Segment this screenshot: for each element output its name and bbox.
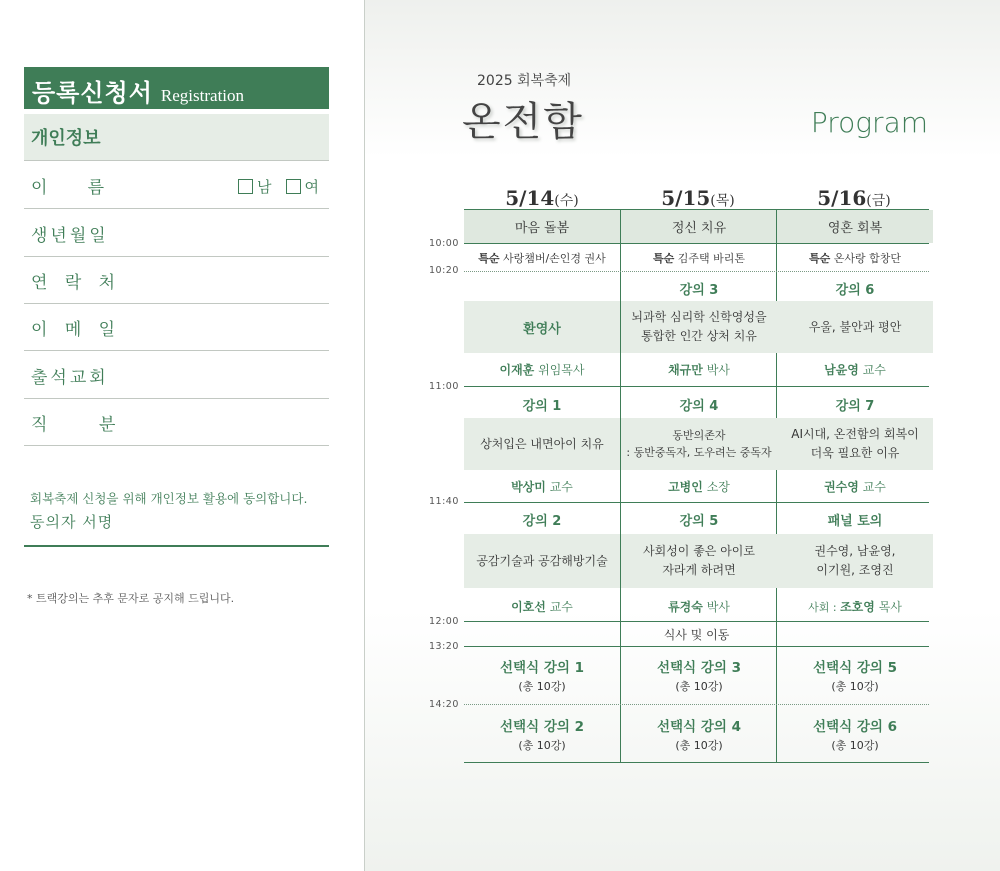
date-label: 5/14: [505, 186, 555, 210]
speaker-role: 박사: [706, 599, 730, 614]
date-day-3: [776, 186, 932, 210]
speaker-day-1: [464, 592, 620, 620]
theme-day-3: [777, 210, 933, 243]
lecture-title: 강의 2: [522, 513, 562, 529]
lecture-body: 뇌과학 심리학 신학영성을 통합한 인간 상처 치유: [631, 310, 767, 343]
lecture-title: 강의 1: [522, 398, 562, 414]
elective-sub: (총 10강): [831, 739, 879, 752]
lecture-3-body: [621, 301, 777, 353]
lecture-7-body: [777, 418, 933, 470]
speaker-role: 위임목사: [538, 362, 585, 377]
phone-field[interactable]: [24, 257, 329, 304]
speaker-name: 채규만: [668, 362, 703, 377]
meal-row: 식사 및 이동: [663, 628, 730, 642]
header-bottom-line: [464, 243, 929, 244]
special-day-2: [621, 245, 777, 271]
gender-male[interactable]: [238, 176, 272, 197]
elective-1: [464, 652, 620, 698]
speaker-name: 권수영: [824, 479, 859, 494]
gender-options: [230, 176, 319, 197]
speaker-name: 고병인: [668, 479, 703, 494]
lecture-title: 강의 6: [835, 282, 875, 298]
elective-title: 선택식 강의 3: [657, 660, 741, 676]
speaker-role: 교수: [862, 362, 886, 377]
table-bottom-line: [464, 762, 929, 763]
festival-year: 2025 회복축제: [477, 73, 572, 89]
speaker-role: 소장: [706, 479, 730, 494]
lecture-body: 사회성이 좋은 아이로 자라게 하려면: [643, 544, 755, 577]
lecture-7-title: [777, 391, 933, 417]
elective-sub: (총 10강): [831, 680, 879, 693]
speaker-day-3: [777, 592, 933, 620]
speaker-role: 교수: [549, 599, 573, 614]
time-label: 11:00: [429, 381, 459, 392]
divider: [464, 646, 929, 647]
speaker-name: 이호선: [511, 599, 546, 614]
lecture-body: 상처입은 내면아이 치유: [480, 436, 604, 451]
speaker-role: 목사: [878, 599, 902, 614]
special-tag: 특순: [808, 252, 831, 265]
divider-dotted: [464, 704, 929, 705]
welcome-title: 환영사: [523, 321, 561, 337]
registration-panel: [0, 0, 365, 871]
lecture-body: 우울, 불안과 평안: [808, 319, 902, 334]
divider: [464, 386, 929, 387]
divider-dotted: [464, 271, 929, 272]
program-label: Program: [810, 106, 928, 139]
registration-header: [24, 67, 329, 109]
theme-label: 영혼 회복: [827, 221, 883, 236]
lecture-body: AI시대, 온전함의 회복이 더욱 필요한 이유: [791, 427, 919, 460]
time-label: 13:20: [429, 641, 459, 652]
lecture-4-title: [621, 391, 777, 417]
registration-subtitle: Registration: [160, 86, 245, 105]
speaker-day-3: [777, 472, 933, 500]
time-label: 11:40: [429, 496, 459, 507]
lecture-4-body: [621, 418, 777, 470]
lecture-5-body: [621, 534, 777, 588]
field-label-position: 직 분: [31, 414, 122, 435]
speaker-day-3: [777, 355, 933, 383]
lecture-body: 공감기술과 공감해방기술: [476, 553, 608, 568]
speaker-day-1: [464, 355, 620, 383]
name-field[interactable]: [24, 162, 329, 209]
lecture-1-title: [464, 391, 620, 417]
weekday-label: (목): [710, 193, 735, 209]
personal-info-section: [24, 114, 329, 161]
theme-label: 정신 치유: [671, 221, 727, 236]
elective-title: 선택식 강의 5: [813, 660, 897, 676]
panel-title: [777, 506, 933, 532]
speaker-prefix: 사회 :: [808, 600, 841, 614]
date-label: 5/16: [817, 186, 867, 210]
date-label: 5/15: [661, 186, 711, 210]
special-tag: 특순: [652, 252, 675, 265]
field-label-church: 출석교회: [31, 367, 109, 388]
lecture-title: 강의 5: [679, 513, 719, 529]
gender-male-label: 남: [257, 178, 272, 196]
weekday-label: (수): [554, 193, 579, 209]
field-label-name: 이 름: [31, 177, 111, 198]
field-label-email: 이 메 일: [31, 319, 122, 340]
lecture-title: 강의 3: [679, 282, 719, 298]
consent-text: 회복축제 신청을 위해 개인정보 활용에 동의합니다.: [30, 491, 308, 506]
festival-name: 온전함: [462, 99, 584, 145]
elective-title: 선택식 강의 6: [813, 719, 897, 735]
speaker-day-2: [621, 592, 777, 620]
email-field[interactable]: [24, 304, 329, 351]
lecture-6-body: [777, 301, 933, 353]
elective-sub: (총 10강): [518, 739, 566, 752]
date-day-2: [620, 186, 776, 210]
lecture-2-body: [464, 534, 620, 588]
speaker-role: 교수: [549, 479, 573, 494]
speaker-day-2: [621, 472, 777, 500]
time-label: 10:00: [429, 238, 459, 249]
theme-day-2: [621, 210, 777, 243]
time-label: 12:00: [429, 616, 459, 627]
panel-body: [777, 534, 933, 588]
lecture-title: 강의 7: [835, 398, 875, 414]
welcome-cell: [464, 301, 620, 353]
special-text: 온사랑 합창단: [833, 252, 902, 265]
time-label: 10:20: [429, 265, 459, 276]
elective-sub: (총 10강): [518, 680, 566, 693]
program-panel: [365, 0, 1000, 871]
elective-5: [777, 652, 933, 698]
checkbox-female[interactable]: [286, 179, 301, 194]
registration-title: 등록신청서: [32, 78, 153, 107]
section-label: 개인정보: [31, 128, 101, 149]
speaker-name: 박상미: [511, 479, 546, 494]
lecture-2-title: [464, 506, 620, 532]
divider: [464, 621, 929, 622]
lecture-6-title: [777, 275, 933, 301]
birthdate-field[interactable]: [24, 210, 329, 257]
lecture-body: 권수영, 남윤영, 이기원, 조영진: [814, 544, 896, 577]
speaker-day-2: [621, 355, 777, 383]
speaker-role: 교수: [862, 479, 886, 494]
divider: [464, 502, 929, 503]
track-note: * 트랙강의는 추후 문자로 공지해 드립니다.: [27, 592, 235, 605]
speaker-day-1: [464, 472, 620, 500]
lecture-3-title: [621, 275, 777, 301]
elective-title: 선택식 강의 4: [657, 719, 741, 735]
theme-day-1: [464, 210, 620, 243]
lecture-title: 패널 토의: [827, 513, 883, 529]
special-day-3: [777, 245, 933, 271]
elective-title: 선택식 강의 2: [500, 719, 584, 735]
signature-label[interactable]: 동의자 서명: [30, 513, 114, 531]
speaker-role: 박사: [706, 362, 730, 377]
special-tag: 특순: [478, 252, 500, 265]
special-text: 김주택 바리톤: [677, 252, 746, 265]
gender-female-label: 여: [304, 178, 319, 196]
church-field[interactable]: [24, 352, 329, 399]
field-label-phone: 연 락 처: [31, 272, 122, 293]
elective-sub: (총 10강): [675, 739, 723, 752]
time-label: 14:20: [429, 699, 459, 710]
lecture-1-body: [464, 418, 620, 470]
lecture-body: 동반의존자 : 동반중독자, 도우려는 중독자: [626, 429, 772, 459]
date-day-1: [464, 186, 620, 210]
theme-label: 마음 돌봄: [514, 221, 570, 236]
checkbox-male[interactable]: [238, 179, 253, 194]
special-day-1: [464, 245, 620, 271]
lecture-title: 강의 4: [679, 398, 719, 414]
speaker-name: 류경숙: [668, 599, 703, 614]
special-text: 사랑챔버/손인경 권사: [502, 252, 606, 265]
elective-6: [777, 711, 933, 757]
weekday-label: (금): [866, 193, 891, 209]
elective-sub: (총 10강): [675, 680, 723, 693]
field-label-birthdate: 생년월일: [31, 225, 109, 246]
speaker-name: 조호영: [840, 599, 875, 614]
elective-3: [621, 652, 777, 698]
lecture-5-title: [621, 506, 777, 532]
gender-female[interactable]: [286, 176, 320, 197]
signature-line: [24, 545, 329, 547]
elective-2: [464, 711, 620, 757]
speaker-name: 남윤영: [824, 362, 859, 377]
speaker-name: 이재훈: [499, 362, 535, 377]
position-field[interactable]: [24, 399, 329, 446]
elective-4: [621, 711, 777, 757]
elective-title: 선택식 강의 1: [500, 660, 584, 676]
